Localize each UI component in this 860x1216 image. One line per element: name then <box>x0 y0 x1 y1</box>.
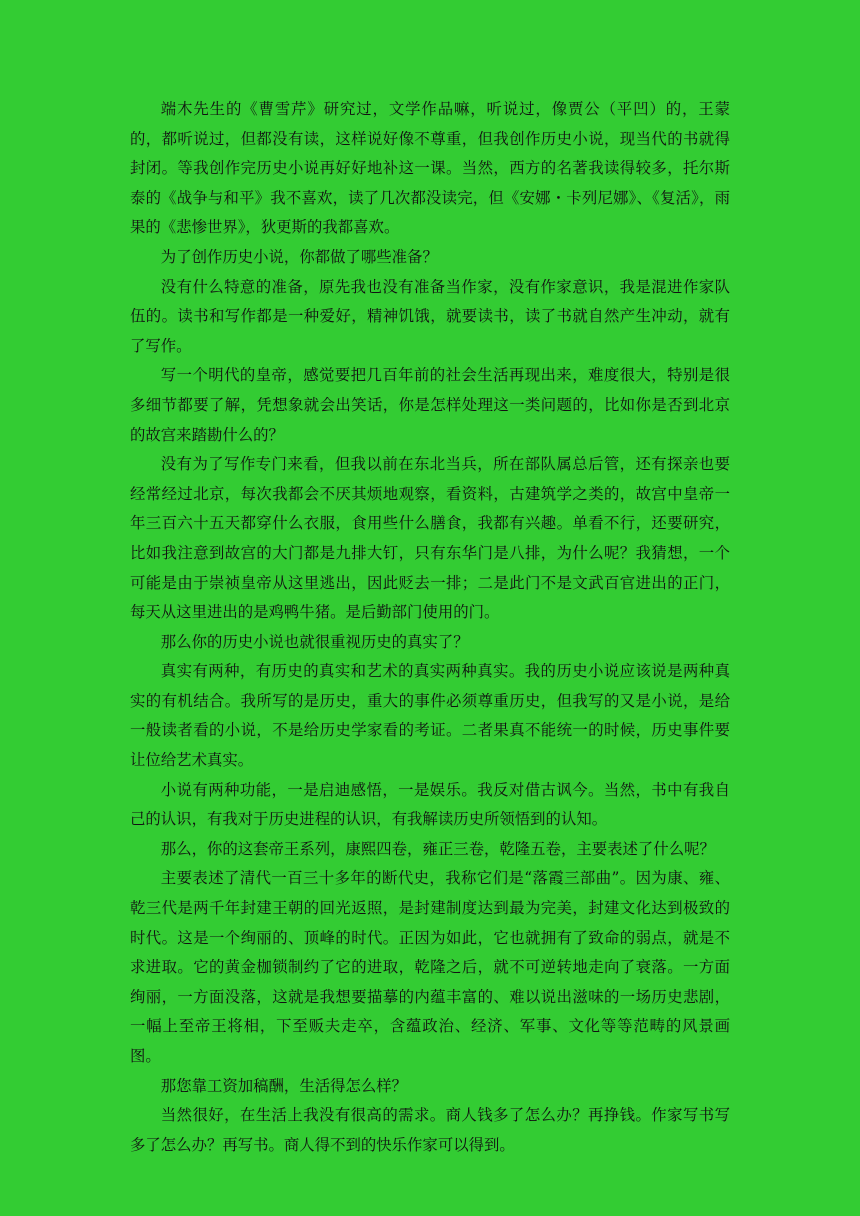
paragraph-5: 没有为了写作专门来看，但我以前在东北当兵，所在部队属总后管，还有探亲也要经常经过北京，每次我都会不厌其烦地观察，看资料，古建筑学之类的，故宫中皇帝一年三百六十五天都穿什么衣服，食用些什么膳食，我都有兴趣。单看不行，还要研究，比如我注意到故宫的大门都是九排大钉，只有东华门是八排，为什么呢？我猜想，一个可能是由于崇祯皇帝从这里逃出，因此贬去一排；二是此门不是文武百官进出的正门，每天从这里进出的是鸡鸭牛猪。是后勤部门使用的门。 <box>130 455 730 622</box>
paragraph-9: 那么，你的这套帝王系列，康熙四卷，雍正三卷，乾隆五卷，主要表述了什么呢？ <box>160 839 715 858</box>
paragraph-4: 写一个明代的皇帝，感觉要把几百年前的社会生活再现出来，难度很大，特别是很多细节都要了解，凭想象就会出笑话，你是怎样处理这一类问题的，比如你是否到北京的故宫来踏勘什么的？ <box>130 366 730 444</box>
paragraph-3: 没有什么特意的准备，原先我也没有准备当作家，没有作家意识，我是混进作家队伍的。读书和写作都是一种爱好，精神饥饿，就要读书，读了书就自然产生冲动，就有了写作。 <box>130 277 730 355</box>
paragraph-12: 当然很好，在生活上我没有很高的需求。商人钱多了怎么办？再挣钱。作家写书写多了怎么办？再写书。商人得不到的快乐作家可以得到。 <box>130 1106 730 1154</box>
paragraph-10: 主要表述了清代一百三十多年的断代史，我称它们是“落霞三部曲”。因为康、雍、乾三代是两千年封建王朝的回光返照，是封建制度达到最为完美，封建文化达到极致的时代。这是一个绚丽的、顶峰的时代。正因为如此，它也就拥有了致命的弱点，就是不求进取。它的黄金枷锁制约了它的进取，乾隆之后，就不可逆转地走向了衰落。一方面绚丽，一方面没落，这就是我想要描摹的内蕴丰富的、难以说出滋味的一场历史悲剧，一幅上至帝王将相，下至贩夫走卒，含蕴政治、经济、军事、文化等等范畴的风景画图。 <box>130 869 730 1065</box>
paragraph-6: 那么你的历史小说也就很重视历史的真实了？ <box>160 632 469 651</box>
paragraph-2: 为了创作历史小说，你都做了哪些准备？ <box>160 247 438 266</box>
document-body <box>130 95 730 1160</box>
paragraph-7: 真实有两种，有历史的真实和艺术的真实两种真实。我的历史小说应该说是两种真实的有机结合。我所写的是历史，重大的事件必须尊重历史，但我写的又是小说，是给一般读者看的小说，不是给历史学家看的考证。二者果真不能统一的时候，历史事件要让位给艺术真实。 <box>130 662 730 770</box>
paragraph-11: 那您靠工资加稿酬，生活得怎么样？ <box>160 1076 408 1095</box>
paragraph-8: 小说有两种功能，一是启迪感悟，一是娱乐。我反对借古讽今。当然，书中有我自己的认识，有我对于历史进程的认识，有我解读历史所领悟到的认知。 <box>130 780 730 829</box>
paragraph-1: 端木先生的《曹雪芹》研究过，文学作品嘛，听说过，像贾公（平凹）的，王蒙的，都听说过，但都没有读，这样说好像不尊重，但我创作历史小说，现当代的书就得封闭。等我创作完历史小说再好好地补这一课。当然，西方的名著我读得较多，托尔斯泰的《战争与和平》我不喜欢，读了几次都没读完，但《安娜・卡列尼娜》、《复活》，雨果的《悲惨世界》，狄更斯的我都喜欢。 <box>130 100 730 237</box>
